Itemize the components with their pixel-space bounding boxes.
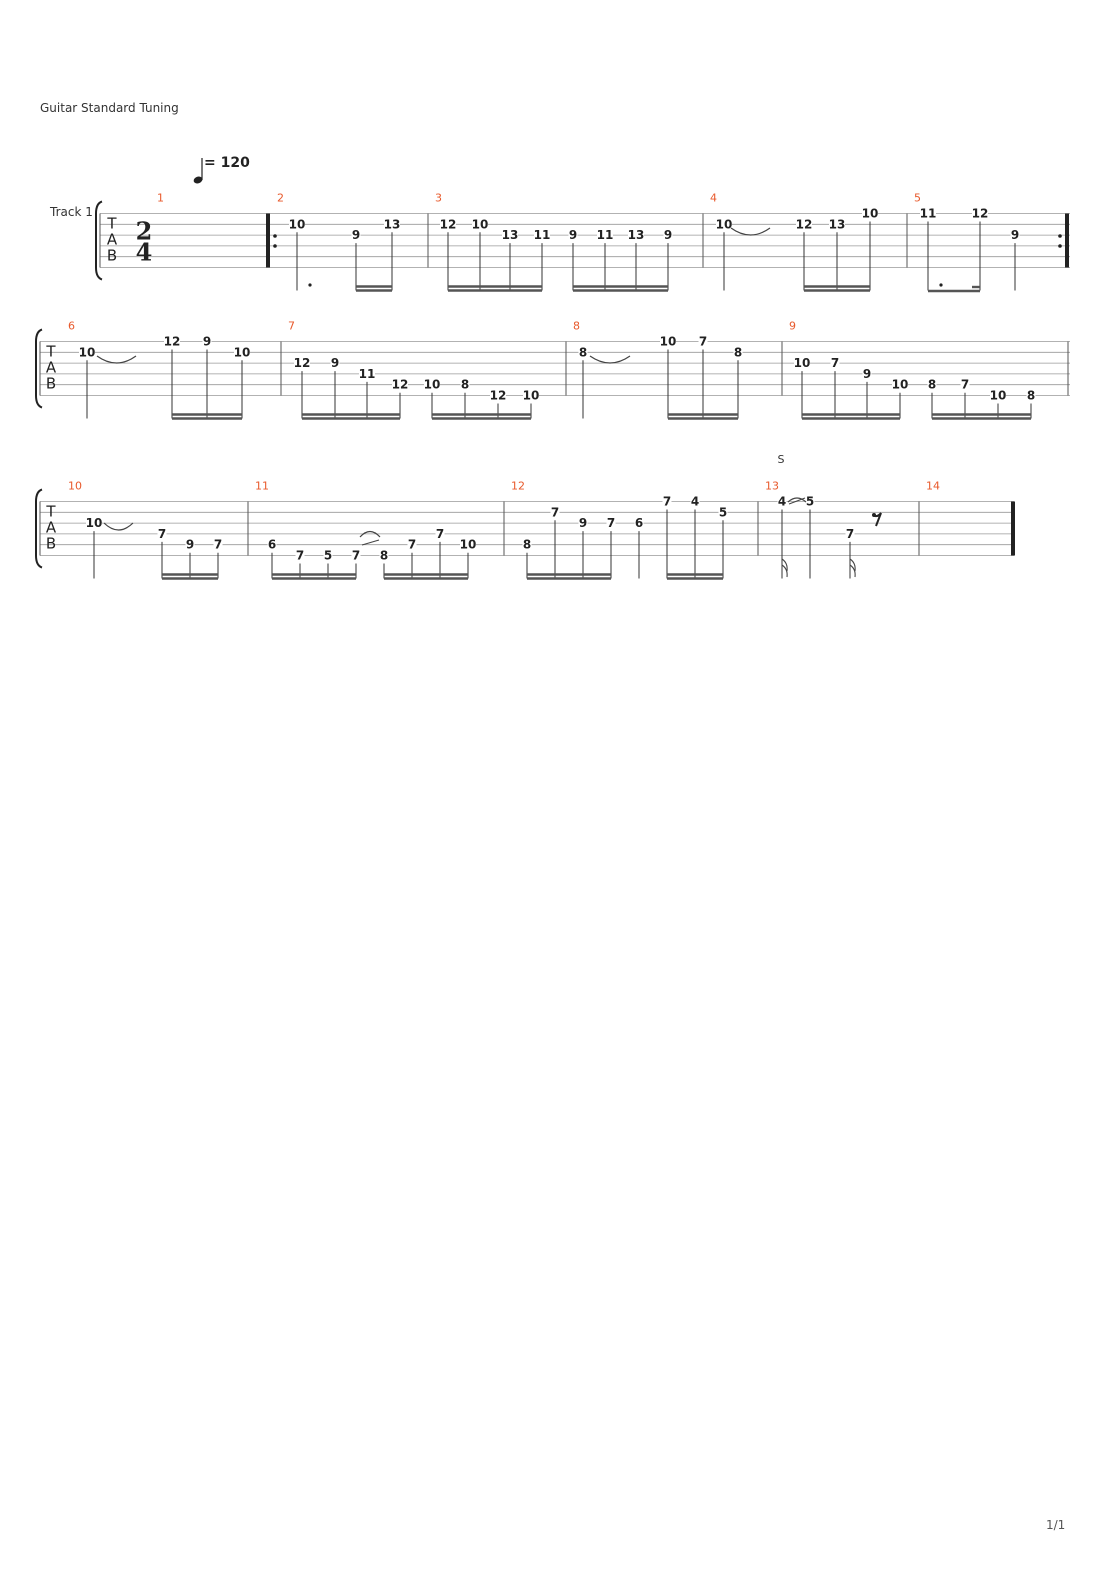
fret-number: 7 (435, 526, 445, 541)
fret-number: 10 (715, 217, 733, 232)
fret-number: 8 (578, 345, 588, 360)
fret-number: 12 (489, 388, 507, 403)
fret-number: 10 (471, 217, 489, 232)
measure-number: 5 (914, 191, 921, 205)
fret-number: 5 (718, 505, 728, 520)
tab-letter-a: A (106, 230, 118, 249)
fret-number: 6 (634, 516, 644, 531)
page-number: 1/1 (1046, 1518, 1066, 1532)
fret-number: 7 (845, 526, 855, 541)
tie-curve (590, 356, 630, 363)
tie-curve (104, 523, 133, 530)
tie-curve (731, 228, 770, 235)
rhythm-dot (939, 283, 942, 286)
fret-number: 12 (971, 206, 989, 221)
fret-number: 4 (777, 494, 787, 509)
tab-letter-b: B (106, 246, 118, 265)
tab-letter-b: B (45, 374, 57, 393)
fret-number: 7 (550, 505, 560, 520)
tab-letter-b: B (45, 534, 57, 553)
fret-number: 9 (202, 334, 212, 349)
fret-number: 9 (185, 537, 195, 552)
tab-system-1 (96, 192, 1070, 291)
fret-number: 5 (805, 494, 815, 509)
fret-number: 10 (459, 537, 477, 552)
measure-number: 13 (765, 479, 779, 493)
fret-number: 12 (293, 356, 311, 371)
fret-number: 10 (793, 356, 811, 371)
slide-marking: S (777, 453, 785, 466)
fret-number: 11 (358, 366, 376, 381)
fret-number: 10 (861, 206, 879, 221)
tab-system-3 (36, 480, 1014, 579)
fret-number: 7 (213, 537, 223, 552)
fret-number: 12 (795, 217, 813, 232)
time-signature-top: 2 (135, 216, 153, 246)
fret-number: 10 (891, 377, 909, 392)
fret-number: 11 (919, 206, 937, 221)
fret-number: 9 (351, 228, 361, 243)
repeat-dot (1058, 244, 1062, 248)
time-signature-bottom: 4 (135, 237, 153, 267)
measure-number: 12 (511, 479, 525, 493)
fret-number: 13 (828, 217, 846, 232)
fret-number: 5 (323, 548, 333, 563)
fret-number: 10 (288, 217, 306, 232)
fret-number: 9 (568, 228, 578, 243)
measure-number: 3 (435, 191, 442, 205)
fret-number: 12 (163, 334, 181, 349)
measure-number: 14 (926, 479, 940, 493)
repeat-dot (273, 244, 277, 248)
tab-letter-t: T (46, 502, 56, 521)
fret-number: 12 (439, 217, 457, 232)
fret-number: 11 (596, 228, 614, 243)
fret-number: 9 (862, 366, 872, 381)
fret-number: 7 (351, 548, 361, 563)
fret-number: 9 (578, 516, 588, 531)
fret-number: 10 (78, 345, 96, 360)
note-flag (782, 559, 787, 577)
fret-number: 4 (690, 494, 700, 509)
repeat-dot (273, 234, 277, 238)
fret-number: 13 (627, 228, 645, 243)
tie-curve (97, 356, 136, 363)
fret-number: 10 (85, 516, 103, 531)
fret-number: 7 (662, 494, 672, 509)
measure-number: 1 (157, 191, 164, 205)
measure-number: 7 (288, 319, 295, 333)
track-label: Track 1 (50, 205, 93, 219)
fret-number: 7 (295, 548, 305, 563)
fret-number: 6 (267, 537, 277, 552)
fret-number: 7 (830, 356, 840, 371)
fret-number: 9 (1010, 228, 1020, 243)
tab-letter-t: T (46, 342, 56, 361)
tab-letter-a: A (45, 518, 57, 537)
fret-number: 8 (1026, 388, 1036, 403)
fret-number: 10 (423, 377, 441, 392)
measure-number: 11 (255, 479, 269, 493)
note-flag (850, 559, 855, 577)
fret-number: 10 (989, 388, 1007, 403)
fret-number: 7 (407, 537, 417, 552)
tempo-marking: = 120 (204, 155, 250, 171)
fret-number: 8 (460, 377, 470, 392)
final-bar (1011, 502, 1015, 556)
tab-letter-a: A (45, 358, 57, 377)
tab-letter-t: T (107, 214, 117, 233)
fret-number: 8 (379, 548, 389, 563)
tab-system-2 (36, 320, 1070, 419)
fret-number: 10 (522, 388, 540, 403)
fret-number: 9 (330, 356, 340, 371)
repeat-end-bar (1065, 214, 1069, 268)
fret-number: 7 (960, 377, 970, 392)
fret-number: 7 (698, 334, 708, 349)
measure-number: 4 (710, 191, 717, 205)
slide-line (362, 540, 379, 545)
fret-number: 8 (927, 377, 937, 392)
fret-number: 11 (533, 228, 551, 243)
measure-number: 10 (68, 479, 82, 493)
tuning-label: Guitar Standard Tuning (40, 101, 179, 115)
measure-number: 9 (789, 319, 796, 333)
repeat-dot (1058, 234, 1062, 238)
fret-number: 7 (157, 526, 167, 541)
fret-number: 13 (501, 228, 519, 243)
repeat-start-bar (266, 214, 270, 268)
fret-number: 10 (659, 334, 677, 349)
fret-number: 10 (233, 345, 251, 360)
fret-number: 7 (606, 516, 616, 531)
measure-number: 2 (277, 191, 284, 205)
rhythm-dot (308, 283, 311, 286)
fret-number: 13 (383, 217, 401, 232)
measure-number: 6 (68, 319, 75, 333)
eighth-rest-dot (872, 513, 876, 517)
fret-number: 12 (391, 377, 409, 392)
measure-number: 8 (573, 319, 580, 333)
fret-number: 8 (733, 345, 743, 360)
fret-number: 9 (663, 228, 673, 243)
fret-number: 8 (522, 537, 532, 552)
quarter-note-icon (193, 158, 204, 185)
